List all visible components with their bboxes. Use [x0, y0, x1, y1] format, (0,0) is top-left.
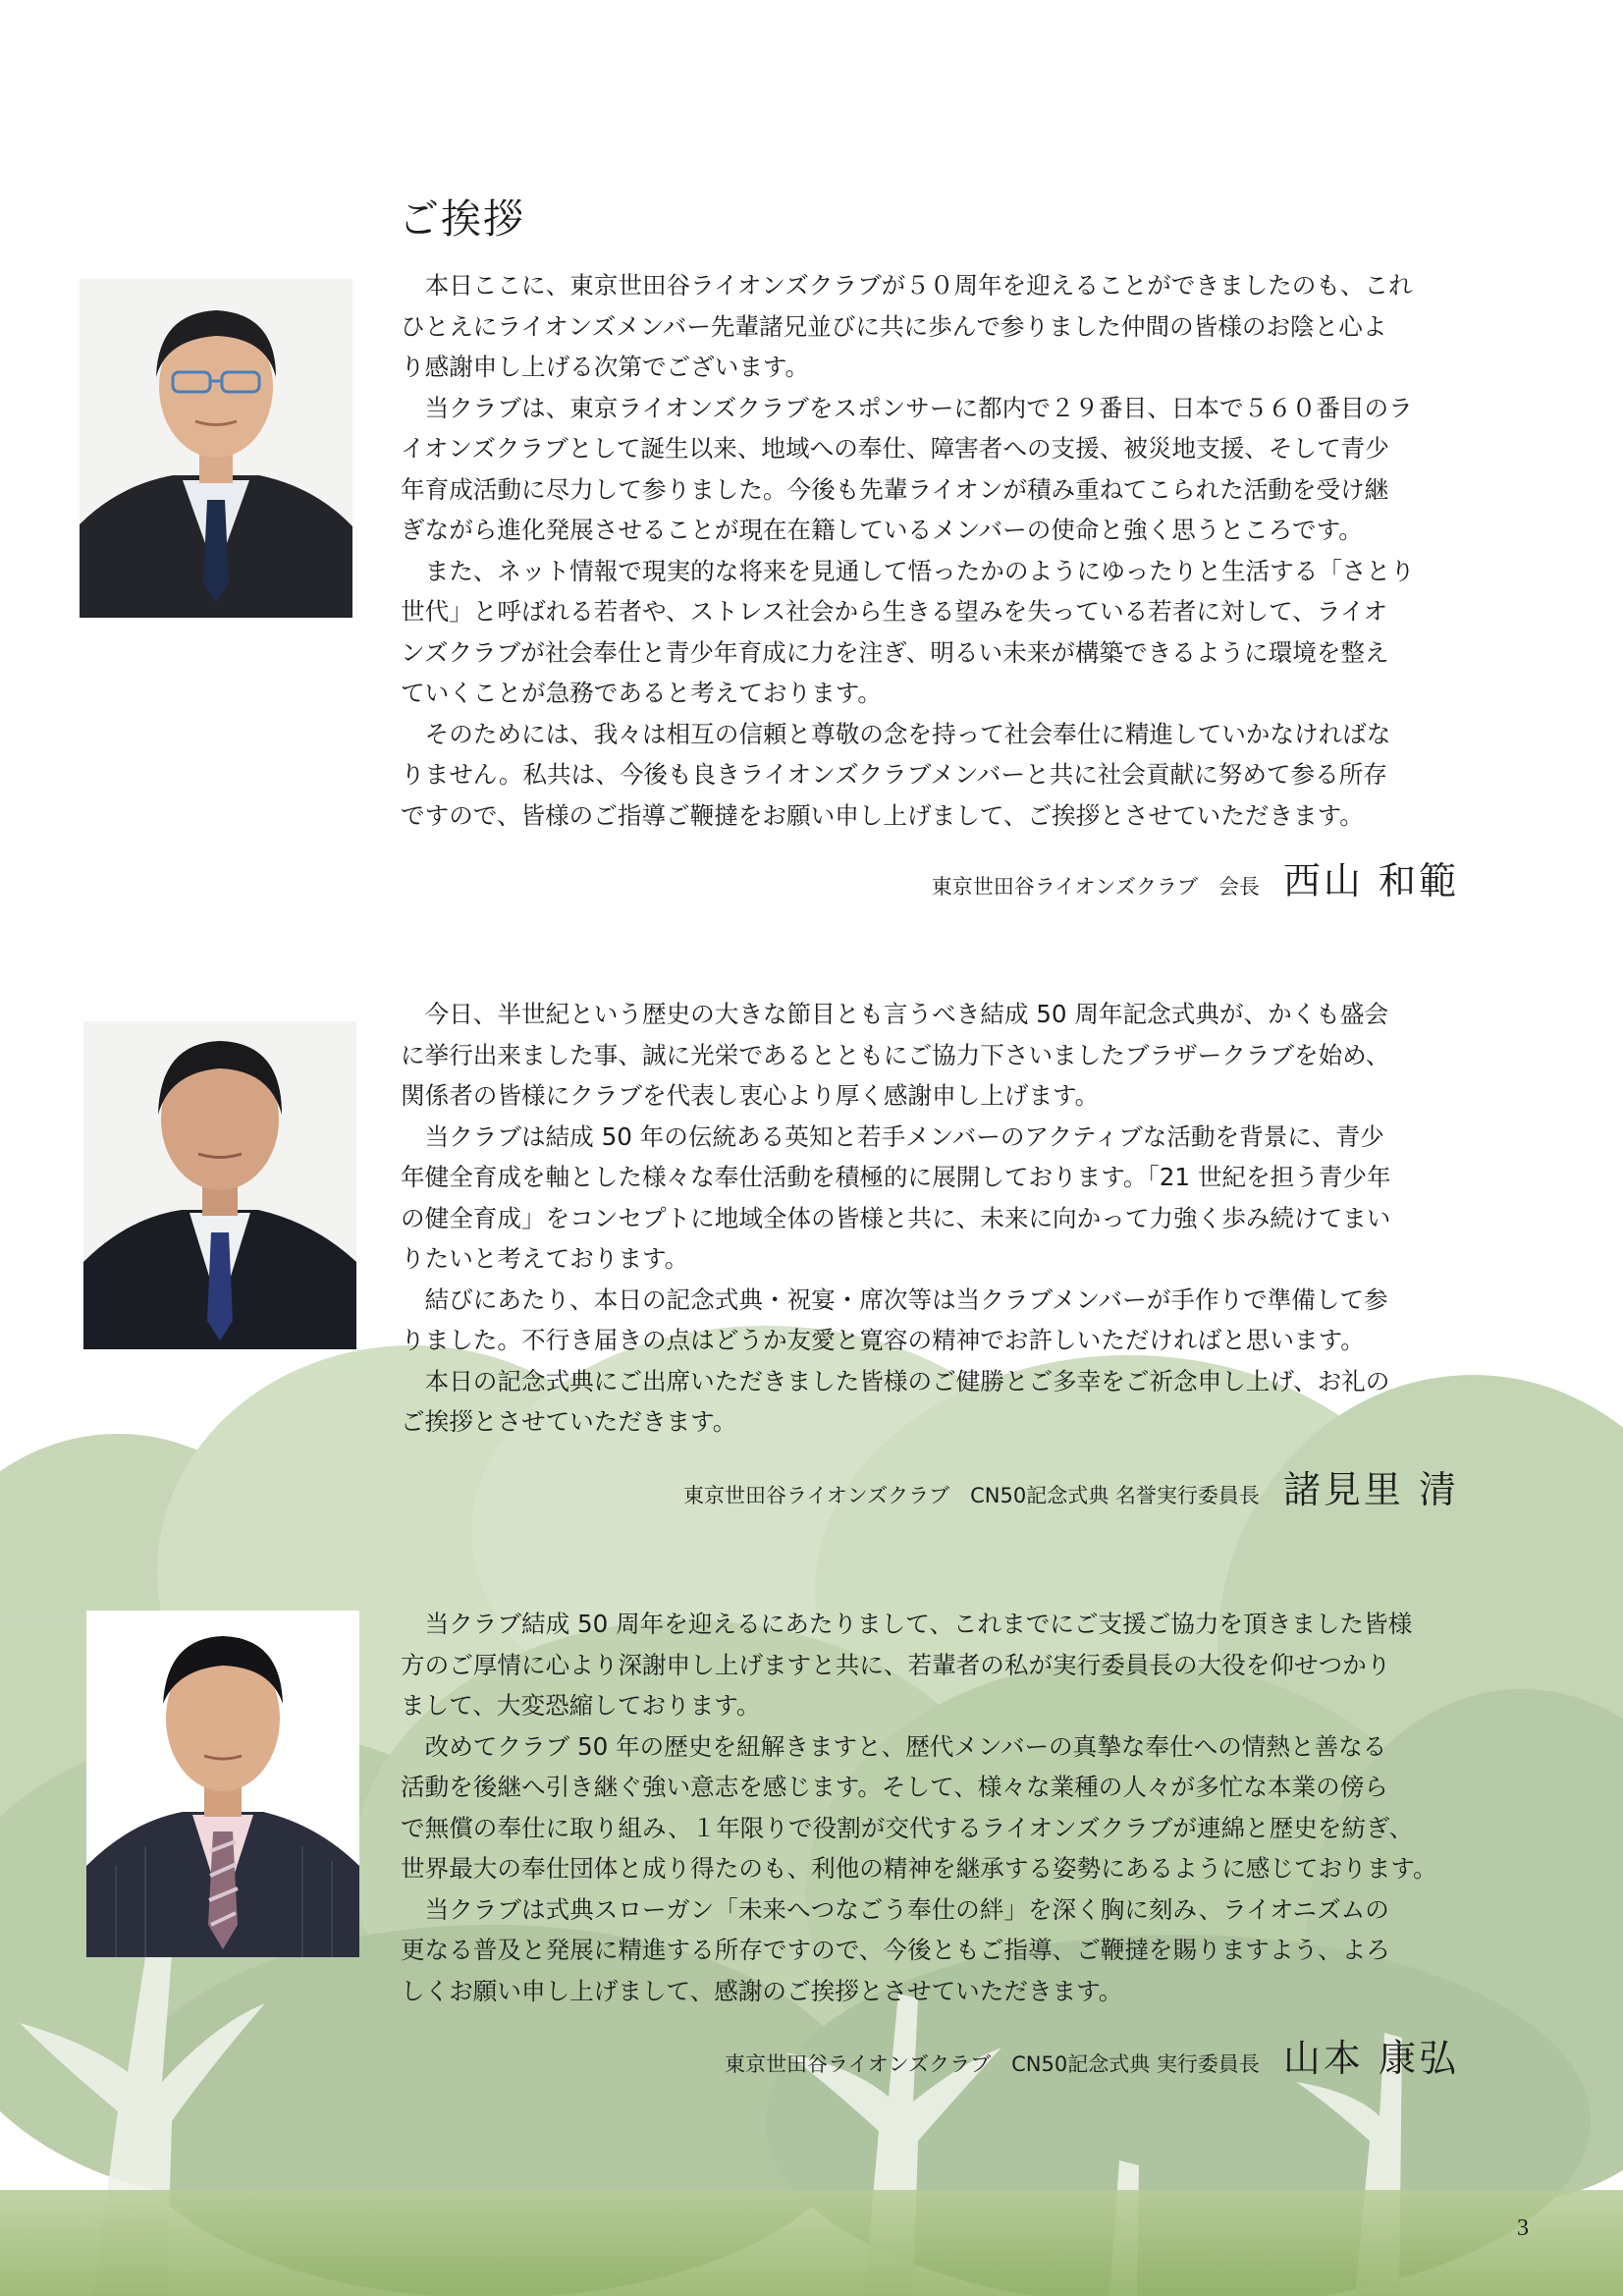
message-paragraph: そのためには、我々は相互の信頼と尊敬の念を持って社会奉仕に精進していかなければな りません。私共は、今後も良きライオンズクラブメンバーと共に社会貢献に努めて参る所存 ですので、皆様のご指導ご鞭撻をお願い申し上げまして、ご挨拶とさせていただきます。: [401, 719, 1391, 830]
message-paragraph: 結びにあたり、本日の記念式典・祝宴・席次等は当クラブメンバーが手作りで準備して参 りました。不行き届きの点はどうか友愛と寛容の精神でお許しいただければと思います。: [401, 1285, 1388, 1354]
signature-organization: 東京世田谷ライオンズクラブ CN50記念式典 実行委員長: [725, 2052, 1260, 2076]
page-title: ご挨拶: [399, 195, 525, 243]
message-paragraph: 当クラブ結成 50 周年を迎えるにあたりまして、これまでにご支援ご協力を頂きました皆様 方のご厚情に心より深謝申し上げますと共に、若輩者の私が実行委員長の大役を仰せつかり まして、大変恐縮しております。: [401, 1610, 1413, 1720]
portrait-photo-president: [80, 279, 352, 618]
message-paragraph: 本日の記念式典にご出席いただきました皆様のご健勝とご多幸をご祈念申し上げ、お礼の ご挨拶とさせていただきます。: [401, 1366, 1390, 1436]
message-paragraph: 本日ここに、東京世田谷ライオンズクラブが５０周年を迎えることができましたのも、これ ひとえにライオンズメンバー先輩諸兄並びに共に歩んで参りました仲間の皆様のお陰と心よ り感謝申し上げる次第でございます。: [401, 271, 1413, 381]
signature-organization: 東京世田谷ライオンズクラブ CN50記念式典 名誉実行委員長: [683, 1484, 1260, 1507]
greeting-message-executive-chairman: [401, 1604, 1461, 2011]
message-paragraph: また、ネット情報で現実的な将来を見通して悟ったかのようにゆったりと生活する「さとり 世代」と呼ばれる若者や、ストレス社会から生きる望みを失っている若者に対して、ライオ ンズクラブが社会奉仕と青少年育成に力を注ぎ、明るい未来が構築できるように環境を整え ていくことが急務であると考えております。: [401, 556, 1415, 707]
signature-president: [932, 850, 1459, 904]
signature-honorary-chairman: [683, 1459, 1459, 1513]
portrait-photo-honorary-chairman: [83, 1021, 356, 1349]
message-paragraph: 改めてクラブ 50 年の歴史を紐解きますと、歴代メンバーの真摯な奉仕への情熱と善なる 活動を後継へ引き継ぐ強い意志を感じます。そして、様々な業種の人々が多忙な本業の傍ら で無償の奉仕に取り組み、１年限りで役割が交代するライオンズクラブが連綿と歴史を紡ぎ、 世界最大の奉仕団体と成り得たのも、利他の精神を継承する姿勢にあるように感じております。: [401, 1731, 1437, 1883]
message-paragraph: 当クラブは、東京ライオンズクラブをスポンサーに都内で２９番目、日本で５６０番目のラ イオンズクラブとして誕生以来、地域への奉仕、障害者への支援、被災地支援、そして青少 年育成活動に尽力して参りました。今後も先輩ライオンが積み重ねてこられた活動を受け継 ぎながら進化発展させることが現在在籍しているメンバーの使命と強く思うところです。: [401, 393, 1413, 544]
message-paragraph: 当クラブは結成 50 年の伝統ある英知と若手メンバーのアクティブな活動を背景に、青少 年健全育成を軸とした様々な奉仕活動を積極的に展開しております。「21 世紀を担う青少年 の健全育成」をコンセプトに地域全体の皆様と共に、未来に向かって力強く歩み続けてまい りたいと考えております。: [401, 1121, 1391, 1273]
greeting-message-president: [401, 265, 1461, 836]
signature-organization: 東京世田谷ライオンズクラブ 会長: [931, 875, 1260, 899]
signature-name: 西山 和範: [1282, 859, 1459, 902]
signature-name: 諸見里 清: [1282, 1468, 1459, 1511]
signature-name: 山本 康弘: [1282, 2037, 1459, 2080]
greeting-message-honorary-chairman: [401, 994, 1461, 1443]
portrait-photo-executive-chairman: [86, 1611, 359, 1957]
message-paragraph: 今日、半世紀という歴史の大きな節目とも言うべき結成 50 周年記念式典が、かくも盛会 に挙行出来ました事、誠に光栄であるとともにご協力下さいましたブラザークラブを始め、 関係者の皆様にクラブを代表し衷心より厚く感謝申し上げます。: [401, 1000, 1390, 1110]
signature-executive-chairman: [725, 2028, 1459, 2082]
page-number: 3: [1517, 2215, 1529, 2241]
message-paragraph: 当クラブは式典スローガン「未来へつなごう奉仕の絆」を深く胸に刻み、ライオニズムの 更なる普及と発展に精進する所存ですので、今後ともご指導、ご鞭撻を賜りますよう、よろ しくお願い申し上げまして、感謝のご挨拶とさせていただきます。: [401, 1894, 1390, 2005]
